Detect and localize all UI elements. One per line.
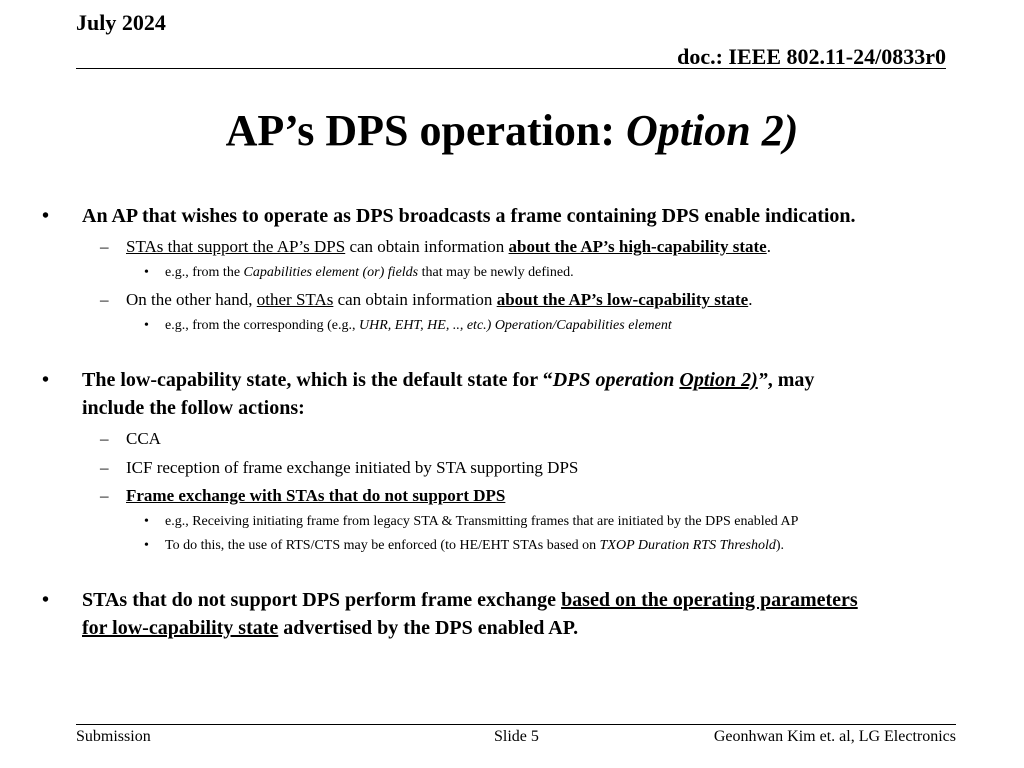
bullet-1-text: An AP that wishes to operate as DPS broadcasts a frame containing DPS enable indication. — [82, 205, 856, 227]
slide-title — [0, 105, 1024, 156]
footer-rule — [76, 724, 956, 725]
dash-icon: – — [100, 429, 109, 448]
bullet-icon: • — [144, 318, 149, 333]
bullet-icon: • — [144, 514, 149, 529]
footer-author: Geonhwan Kim et. al, LG Electronics — [713, 728, 956, 745]
dash-icon: – — [100, 486, 109, 505]
dash-icon: – — [100, 290, 109, 309]
sub-underline: STAs that support the AP’s DPS — [126, 237, 346, 256]
header-doc-id: doc.: IEEE 802.11-24/0833r0 — [677, 44, 946, 69]
dash-icon: – — [100, 458, 109, 477]
header-rule — [76, 68, 946, 69]
bullet-icon: • — [42, 205, 50, 227]
footer-slide-number: Slide 5 — [494, 728, 539, 745]
title-italic: Option 2) — [626, 106, 799, 155]
bullet-icon: • — [42, 589, 50, 611]
title-main: AP’s DPS operation: — [225, 106, 627, 155]
bullet-icon: • — [42, 369, 50, 391]
bullet-icon: • — [144, 538, 149, 553]
dash-icon: – — [100, 237, 109, 256]
footer-submission: Submission — [76, 728, 151, 745]
low-capability-state: about the AP’s low-capability state — [496, 290, 749, 309]
high-capability-state: about the AP’s high-capability state — [508, 237, 767, 256]
bullet-icon: • — [144, 265, 149, 280]
header-date: July 2024 — [76, 10, 166, 35]
